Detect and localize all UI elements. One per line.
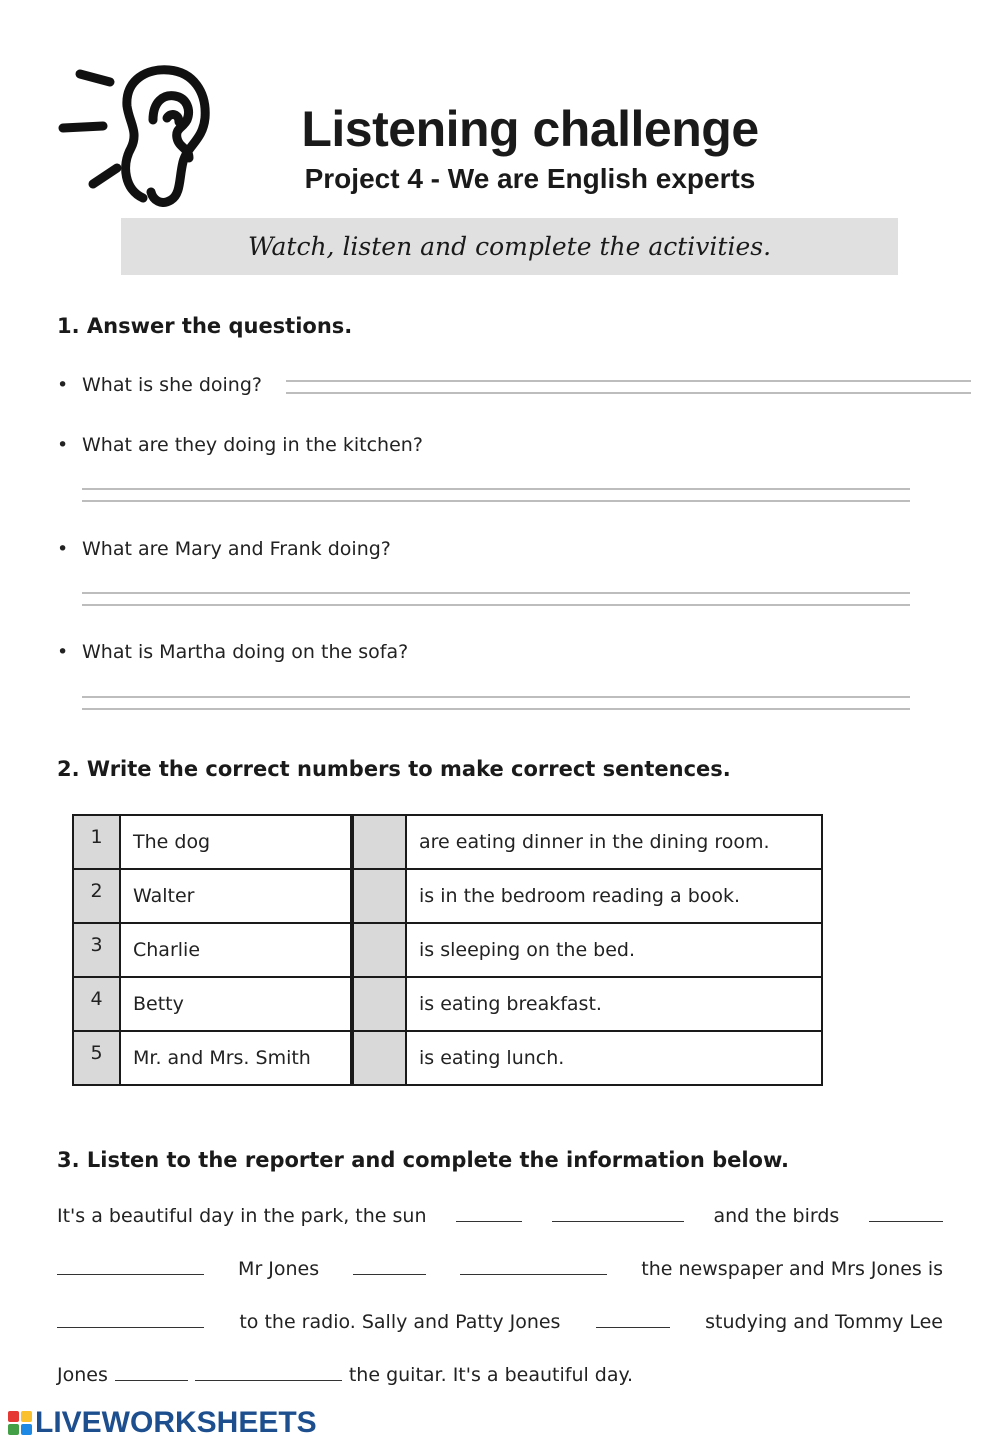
fill-blank[interactable] [195, 1363, 342, 1381]
row-predicate: is eating lunch. [406, 1031, 822, 1085]
paragraph-line-4 [57, 1363, 943, 1386]
fill-blank[interactable] [869, 1204, 943, 1222]
text-segment: to the radio. Sally and Patty Jones [239, 1311, 561, 1333]
number-answer-box[interactable] [352, 977, 406, 1031]
fill-blank[interactable] [456, 1204, 522, 1222]
logo-mark-icon [8, 1411, 32, 1435]
paragraph-line-3 [57, 1310, 943, 1333]
paragraph-line-1 [57, 1204, 943, 1227]
text-segment: and the birds [713, 1205, 840, 1227]
text-segment: studying and Tommy Lee [705, 1311, 943, 1333]
page-subtitle: Project 4 - We are English experts [304, 163, 756, 194]
answer-field-4[interactable] [82, 696, 910, 710]
question-2 [57, 434, 423, 456]
answer-field-3[interactable] [82, 592, 910, 606]
table-row [73, 923, 822, 977]
fill-blank[interactable] [57, 1257, 204, 1275]
logo-square [21, 1411, 32, 1422]
row-predicate: are eating dinner in the dining room. [406, 815, 822, 869]
row-predicate: is sleeping on the bed. [406, 923, 822, 977]
logo-square [8, 1411, 19, 1422]
fill-blank[interactable] [552, 1204, 684, 1222]
question-1 [57, 374, 262, 396]
table-row [73, 977, 822, 1031]
table-row [73, 1031, 822, 1085]
bullet: • [57, 434, 69, 456]
row-subject: Charlie [120, 923, 352, 977]
row-subject: The dog [120, 815, 352, 869]
fill-blank[interactable] [115, 1363, 188, 1381]
row-predicate: is eating breakfast. [406, 977, 822, 1031]
text-segment: Mr Jones [238, 1258, 320, 1280]
question-text: What are Mary and Frank doing? [82, 538, 391, 560]
liveworksheets-logo[interactable] [8, 1405, 317, 1441]
number-answer-box[interactable] [352, 869, 406, 923]
number-answer-box[interactable] [352, 815, 406, 869]
row-number: 4 [73, 977, 120, 1031]
fill-blank[interactable] [596, 1310, 670, 1328]
bullet: • [57, 374, 69, 396]
number-answer-box[interactable] [352, 923, 406, 977]
question-text: What is she doing? [82, 374, 262, 396]
question-text: What is Martha doing on the sofa? [82, 641, 409, 663]
section-1-title: 1. Answer the questions. [57, 314, 353, 338]
row-predicate: is in the bedroom reading a book. [406, 869, 822, 923]
number-answer-box[interactable] [352, 1031, 406, 1085]
bullet: • [57, 538, 69, 560]
section-2-title: 2. Write the correct numbers to make correct sentences. [57, 757, 731, 781]
bullet: • [57, 641, 69, 663]
instruction-banner [121, 218, 898, 275]
row-number: 1 [73, 815, 120, 869]
answer-field-1[interactable] [286, 380, 971, 394]
section-3-title: 3. Listen to the reporter and complete the information below. [57, 1148, 790, 1172]
row-number: 3 [73, 923, 120, 977]
row-subject: Walter [120, 869, 352, 923]
fill-blank[interactable] [57, 1310, 204, 1328]
text-segment: the guitar. It's a beautiful day. [348, 1364, 634, 1386]
table-row [73, 869, 822, 923]
row-subject: Betty [120, 977, 352, 1031]
question-3 [57, 538, 391, 560]
text-segment: the newspaper and Mrs Jones is [641, 1258, 943, 1280]
question-4 [57, 641, 408, 663]
ear-icon [55, 62, 215, 207]
fill-blank[interactable] [460, 1257, 607, 1275]
matching-table [72, 814, 823, 1086]
fill-blank[interactable] [353, 1257, 426, 1275]
row-number: 5 [73, 1031, 120, 1085]
instruction-text: Watch, listen and complete the activities. [247, 232, 772, 261]
table-row [73, 815, 822, 869]
text-segment: Jones [57, 1364, 108, 1386]
answer-field-2[interactable] [82, 488, 910, 502]
question-text: What are they doing in the kitchen? [82, 434, 423, 456]
text-segment: It's a beautiful day in the park, the sun [57, 1205, 427, 1227]
logo-text: LIVEWORKSHEETS [35, 1406, 317, 1439]
page-title: Listening challenge [301, 101, 759, 157]
paragraph-line-2 [57, 1257, 943, 1280]
row-subject: Mr. and Mrs. Smith [120, 1031, 352, 1085]
row-number: 2 [73, 869, 120, 923]
logo-square [21, 1424, 32, 1435]
logo-square [8, 1424, 19, 1435]
